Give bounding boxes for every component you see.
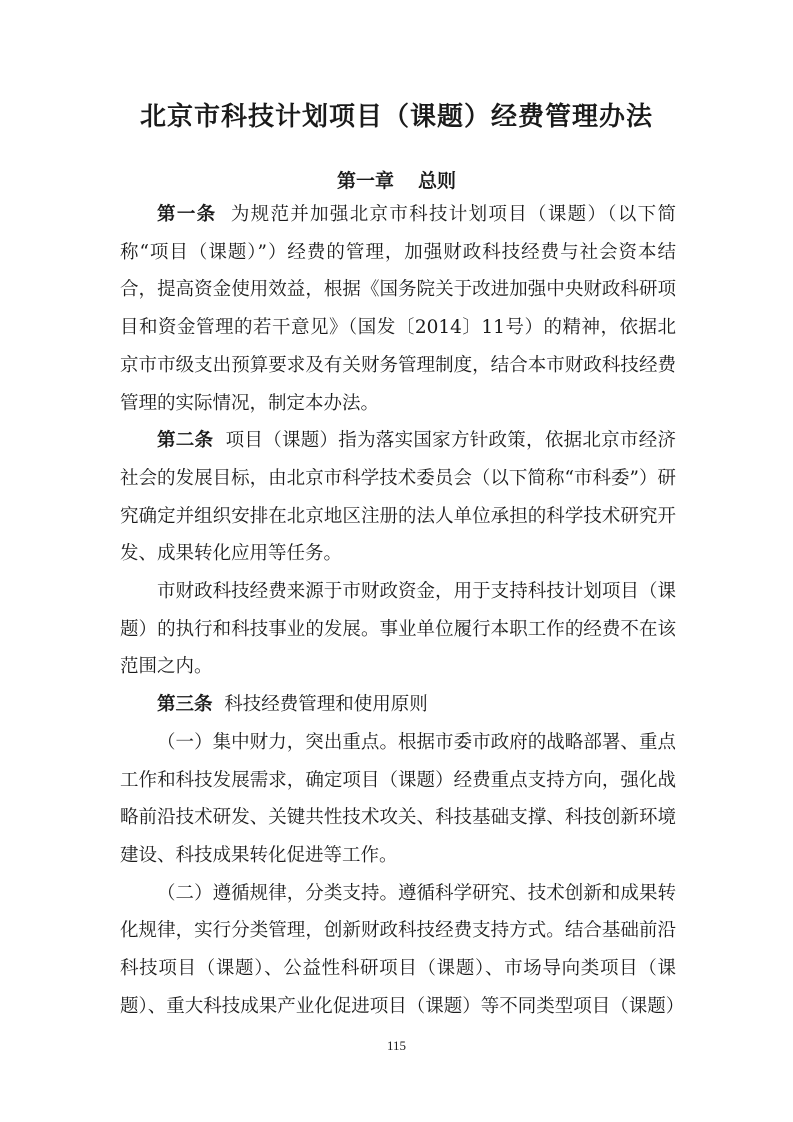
article-number: 第二条	[157, 430, 214, 452]
document-title: 北京市科技计划项目（课题）经费管理办法	[139, 102, 653, 132]
paragraph-text: 项目（课题）指为落实国家方针政策，依据北京市经济社会的发展目标，由北京市科学技术委员会（以下简称“市科委”）研究确定并组织安排在北京地区注册的法人单位承担的科学技术研究开发、成果转化应用等任务。	[120, 430, 676, 565]
article-number: 第三条	[157, 694, 213, 716]
paragraph-text: （二）遵循规律，分类支持。遵循科学研究、技术创新和成果转化规律，实行分类管理，创新财政科技经费支持方式。结合基础前沿科技项目（课题）、公益性科研项目（课题）、市场导向类项目（课题）、重大科技成果产业化促进项目（课题）等不同类型项目（课题）	[120, 882, 685, 1017]
paragraph-text: 科技经费管理和使用原则	[224, 694, 428, 716]
chapter-number: 第一章	[336, 170, 394, 192]
paragraph-article-1	[120, 196, 676, 422]
chapter-heading	[0, 166, 793, 193]
paragraph-article-3	[120, 686, 676, 724]
paragraph-text: 市财政科技经费来源于市财政资金，用于支持科技计划项目（课题）的执行和科技事业的发展。事业单位履行本职工作的经费不在该范围之内。	[120, 581, 676, 678]
paragraph-principle-2	[120, 875, 685, 1026]
document-body	[120, 196, 685, 1025]
chapter-name: 总则	[418, 170, 457, 192]
page-number: 115	[386, 1038, 407, 1053]
paragraph-text: 为规范并加强北京市科技计划项目（课题）（以下简称“项目（课题）”）经费的管理，加强财政科技经费与社会资本结合，提高资金使用效益，根据《国务院关于改进加强中央财政科研项目和资金管理的若干意见》（国发〔2014〕11号）的精神，依据北京市市级支出预算要求及有关财务管理制度，结合本市财政科技经费管理的实际情况，制定本办法。	[120, 204, 676, 414]
paragraph-article-2	[120, 422, 676, 573]
paragraph-principle-1	[120, 724, 676, 875]
paragraph-text: （一）集中财力，突出重点。根据市委市政府的战略部署、重点工作和科技发展需求，确定项目（课题）经费重点支持方向，强化战略前沿技术研发、关键共性技术攻关、科技基础支撑、科技创新环境建设、科技成果转化促进等工作。	[120, 731, 676, 866]
article-number: 第一条	[157, 204, 217, 225]
paragraph-funding-source	[120, 573, 676, 686]
